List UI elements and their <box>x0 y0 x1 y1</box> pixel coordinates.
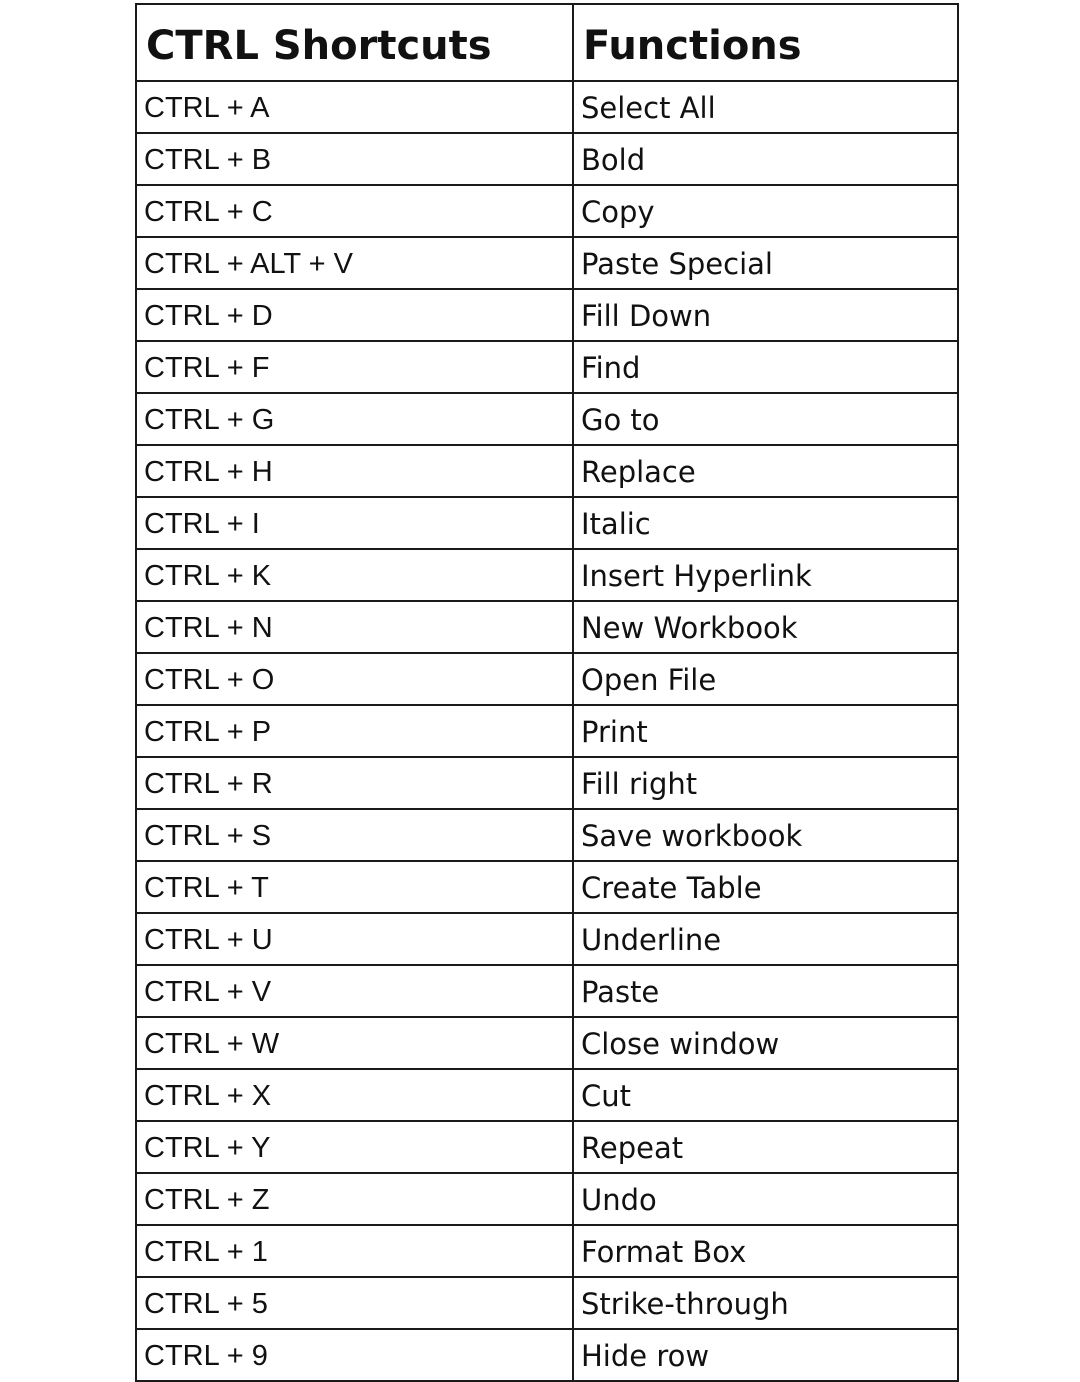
table-row <box>136 757 958 809</box>
function-cell: Create Table <box>573 861 958 913</box>
shortcut-cell: CTRL + P <box>136 705 573 757</box>
shortcut-cell: CTRL + H <box>136 445 573 497</box>
shortcut-cell: CTRL + ALT + V <box>136 237 573 289</box>
shortcut-cell: CTRL + R <box>136 757 573 809</box>
table-row <box>136 549 958 601</box>
shortcut-cell: CTRL + U <box>136 913 573 965</box>
table-row <box>136 497 958 549</box>
table-row <box>136 393 958 445</box>
function-cell: New Workbook <box>573 601 958 653</box>
function-cell: Close window <box>573 1017 958 1069</box>
function-cell: Go to <box>573 393 958 445</box>
function-cell: Select All <box>573 81 958 133</box>
function-cell: Bold <box>573 133 958 185</box>
shortcut-cell: CTRL + 9 <box>136 1329 573 1381</box>
function-cell: Format Box <box>573 1225 958 1277</box>
shortcut-cell: CTRL + N <box>136 601 573 653</box>
shortcut-cell: CTRL + F <box>136 341 573 393</box>
table-row <box>136 1121 958 1173</box>
shortcut-cell: CTRL + I <box>136 497 573 549</box>
function-cell: Paste <box>573 965 958 1017</box>
function-cell: Insert Hyperlink <box>573 549 958 601</box>
table-row <box>136 1225 958 1277</box>
table-row <box>136 601 958 653</box>
shortcut-cell: CTRL + K <box>136 549 573 601</box>
shortcut-cell: CTRL + A <box>136 81 573 133</box>
shortcut-cell: CTRL + B <box>136 133 573 185</box>
table-row <box>136 1277 958 1329</box>
table-row <box>136 341 958 393</box>
table-row <box>136 1017 958 1069</box>
table-row <box>136 185 958 237</box>
function-cell: Replace <box>573 445 958 497</box>
function-cell: Save workbook <box>573 809 958 861</box>
table-row <box>136 289 958 341</box>
table-header-row <box>136 4 958 81</box>
header-shortcuts: CTRL Shortcuts <box>136 4 573 81</box>
shortcuts-table <box>135 3 959 1382</box>
table-row <box>136 133 958 185</box>
function-cell: Find <box>573 341 958 393</box>
header-functions: Functions <box>573 4 958 81</box>
table-row <box>136 809 958 861</box>
function-cell: Fill right <box>573 757 958 809</box>
function-cell: Copy <box>573 185 958 237</box>
shortcut-cell: CTRL + T <box>136 861 573 913</box>
shortcut-cell: CTRL + G <box>136 393 573 445</box>
table-row <box>136 81 958 133</box>
shortcut-cell: CTRL + V <box>136 965 573 1017</box>
table-row <box>136 653 958 705</box>
table-body <box>136 81 958 1381</box>
function-cell: Strike-through <box>573 1277 958 1329</box>
shortcut-cell: CTRL + 5 <box>136 1277 573 1329</box>
shortcut-cell: CTRL + W <box>136 1017 573 1069</box>
table-row <box>136 705 958 757</box>
table-row <box>136 445 958 497</box>
shortcut-cell: CTRL + S <box>136 809 573 861</box>
function-cell: Repeat <box>573 1121 958 1173</box>
function-cell: Paste Special <box>573 237 958 289</box>
function-cell: Cut <box>573 1069 958 1121</box>
table-row <box>136 965 958 1017</box>
function-cell: Open File <box>573 653 958 705</box>
table-row <box>136 913 958 965</box>
function-cell: Undo <box>573 1173 958 1225</box>
shortcut-cell: CTRL + 1 <box>136 1225 573 1277</box>
shortcut-cell: CTRL + X <box>136 1069 573 1121</box>
shortcut-cell: CTRL + O <box>136 653 573 705</box>
table-row <box>136 1173 958 1225</box>
function-cell: Underline <box>573 913 958 965</box>
function-cell: Print <box>573 705 958 757</box>
function-cell: Hide row <box>573 1329 958 1381</box>
shortcut-cell: CTRL + Y <box>136 1121 573 1173</box>
table-row <box>136 1329 958 1381</box>
shortcut-cell: CTRL + D <box>136 289 573 341</box>
shortcut-cell: CTRL + C <box>136 185 573 237</box>
shortcut-cell: CTRL + Z <box>136 1173 573 1225</box>
table-row <box>136 237 958 289</box>
table-row <box>136 861 958 913</box>
function-cell: Fill Down <box>573 289 958 341</box>
function-cell: Italic <box>573 497 958 549</box>
table-row <box>136 1069 958 1121</box>
